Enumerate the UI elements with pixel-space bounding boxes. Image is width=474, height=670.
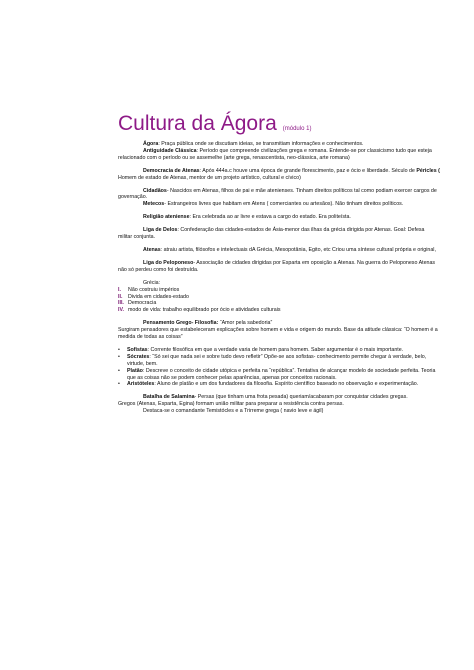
pensamento-text: Surgiram pensadores que estabeleceram explicações sobre homem e vida e origem do mundo. Base da atitude clássica: “O homem é a medida de todas as coisas” — [118, 327, 438, 341]
text-democracia-a: : Após 444a.c houve uma época de grande florescimento, paz e ócio e liberdade. Século de — [199, 167, 417, 174]
philosopher-text: : “Só sei que nada sei e sobre tudo devo refletir” Opõe-se aos sofistas- conhecimento permite chegar à verdade, belo, virtude, bem. — [127, 353, 427, 367]
indent-spacer — [118, 394, 143, 400]
pensamento-quote: “Amor pela sabedoria” — [218, 320, 273, 327]
delos-definition — [118, 227, 440, 241]
religiao-definition — [118, 214, 440, 221]
atenas-definition — [118, 247, 440, 254]
pensamento-heading — [118, 320, 440, 327]
indent-spacer — [118, 247, 143, 253]
term-delos: Liga de Delos — [143, 227, 178, 234]
term-metecos: Metecos — [143, 201, 165, 208]
philosopher-item — [118, 368, 440, 382]
text-delos: : Confederação das cidades-estados de Ásia-menor das ilhas da grécia dirigida por Atenas. Goal: Defesa militar conjunta. — [118, 227, 425, 241]
text-religiao: : Era celebrada ao ar livre e estava a cargo do estado. Era politeísta. — [189, 214, 351, 221]
list-item — [118, 294, 440, 301]
list-item — [118, 300, 440, 307]
term-pericles: Péricles ( — [416, 167, 440, 174]
page-title: Cultura da Ágora — [118, 112, 277, 135]
text-metecos: - Estrangeiros livres que habitam em Atens ( comerciantes ou artesãos). Não tinham direitos políticos. — [164, 201, 404, 208]
title-row — [118, 112, 440, 136]
grecia-heading: Grécia: — [143, 279, 161, 286]
bullet-icon: • — [118, 353, 120, 360]
indent-spacer — [118, 201, 143, 207]
roman-numeral: I. — [118, 286, 121, 293]
philosopher-name: Aristóteles — [127, 381, 155, 388]
term-cidadaos: Cidadãos — [143, 187, 167, 194]
philosopher-item — [118, 354, 440, 368]
roman-numeral: IV. — [118, 307, 124, 314]
text-antiguidade: : Período que compreende civilizações grega e romana. Entende-se por classicismo tudo que esteja relacionado com o período ou se assemelhe (arte grega, renascentista, neo-clássica, arte romana) — [118, 147, 432, 161]
indent-spacer — [118, 168, 143, 174]
philosopher-item — [118, 347, 440, 354]
philosopher-name: Sofistas — [127, 346, 148, 353]
salamina-paragraph — [118, 394, 440, 401]
cidadaos-definition — [118, 188, 440, 202]
democracia-definition — [118, 168, 440, 182]
text-salamina-a: - Persas (que tinham uma frota pesada) queriam/acabaram por conquistar cidades gregas. — [194, 394, 408, 401]
bullet-icon: • — [118, 346, 120, 353]
list-item-text: Não costruiu impérios — [128, 286, 180, 293]
indent-spacer — [118, 227, 143, 233]
list-item — [118, 307, 440, 314]
salamina-text-b: Gregos (Atenas, Esparta, Egina) formam união militar para preparar a resistência contra persas. — [118, 401, 344, 408]
list-item — [118, 287, 440, 294]
term-agora: Ágora — [143, 141, 159, 147]
text-cidadaos: - Nascidos em Atenas, filhos de pai e mãe atenienses. Tinham direitos políticos tal como podiam exercer cargos de governação. — [118, 187, 437, 201]
bullet-icon: • — [118, 381, 120, 388]
indent-spacer — [118, 260, 143, 266]
philosopher-text: : Corrente filosófica em que a verdade varia de homem para homem. Saber argumentar é o mais importante. — [147, 346, 404, 353]
salamina-text-c: Destaca-se o comandante Temistócles e a Trirreme grega ( navio leve e ágil) — [143, 408, 324, 415]
antiguidade-definition — [118, 148, 440, 162]
term-atenas: Atenas — [143, 246, 161, 253]
bullet-icon: • — [118, 367, 120, 374]
metecos-definition — [118, 201, 440, 208]
roman-numeral: II. — [118, 293, 123, 300]
term-peloponeso: Liga do Peloponeso — [143, 259, 194, 266]
philosopher-item — [118, 381, 440, 388]
text-peloponeso: - Associação de cidades dirigidas por Esparta em oposição a Atenas. Na guerra do Peloponeso Atenas não só perdeu como foi destruída. — [118, 259, 436, 273]
indent-spacer — [118, 148, 143, 154]
grecia-list — [118, 287, 440, 315]
philosopher-text: : Descreve o conceito de cidade utópica e perfeita na “república”. Tentativa de alcançar modelo de sociedade perfeita. Teoria que as coisas não se podem conhecer pelas aparências, apenas por conceitos racionais. — [127, 367, 436, 381]
list-item-text: Divida em cidades-estado — [128, 293, 189, 300]
term-democracia: Democracia de Atenas — [143, 167, 200, 174]
module-label: (módulo 1) — [282, 126, 312, 132]
document-content — [118, 112, 440, 415]
text-democracia-b: Homem de estado de Atenas, mentor de um projeto artístico, cultural e cívico) — [118, 174, 301, 181]
list-item-text: modo de vida: trabalho equilibrado por ócio e atividades culturais — [128, 307, 281, 314]
peloponeso-definition — [118, 260, 440, 274]
text-atenas: : atraiu artista, filósofos e intelectuais dA Grécia, Mesopotânia, Egito, etc Criou uma síntese cultural própria e original, — [160, 246, 436, 253]
philosopher-text: : Aluno de platão e um dos fundadores da filosofia. Espírito científico baseado no observação e experimentação. — [154, 381, 419, 388]
philosophers-list — [118, 347, 440, 388]
term-pensamento: Pensamento Grego- Filosofia: — [143, 320, 219, 327]
agora-definition — [118, 141, 440, 148]
list-item-text: Democracia — [128, 300, 157, 307]
roman-numeral: III. — [118, 300, 124, 307]
philosopher-name: Platão — [127, 367, 143, 374]
term-antiguidade: Antiguidade Clássica — [143, 147, 197, 154]
text-agora: : Praça pública onde se discutiam ideias, se transmitiam informações e conhecimentos. — [158, 141, 364, 147]
indent-spacer — [118, 188, 143, 194]
term-salamina: Batalha de Salamina — [143, 394, 195, 401]
philosopher-name: Sócrates — [127, 353, 150, 360]
term-religiao: Religião ateniense — [143, 214, 190, 221]
